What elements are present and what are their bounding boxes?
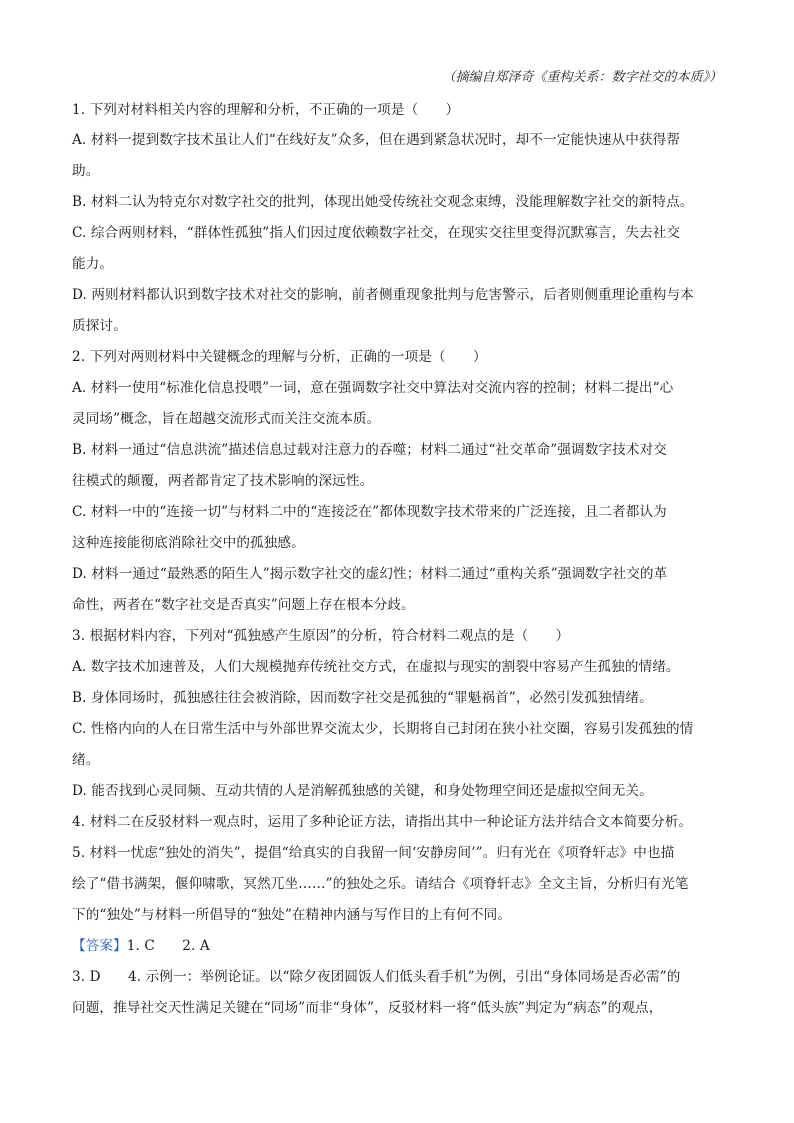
- q2-option-a-cont: 灵同场”概念，旨在超越交流形式而关注交流本质。: [72, 411, 381, 427]
- answer-line-3: 问题，推导社交天性满足关键在“同场”而非“身体”，反驳材料一将“低头族”判定为“病态”的观点，: [72, 1000, 663, 1016]
- question-3-stem: 3. 根据材料内容，下列对“孤独感产生原因”的分析，符合材料二观点的是（ ）: [72, 628, 570, 644]
- q2-option-d: D. 材料一通过“最熟悉的陌生人”揭示数字社交的虚幻性；材料二通过“重构关系”强调数字社交的革: [72, 566, 668, 582]
- q1-option-b: B. 材料二认为特克尔对数字社交的批判，体现出她受传统社交观念束缚，没能理解数字社交的新特点。: [72, 194, 694, 210]
- q2-option-a: A. 材料一使用“标准化信息投喂”一词，意在强调数字社交中算法对交流内容的控制；材料二提出“心: [72, 380, 674, 396]
- answer-line: [72, 937, 732, 955]
- q1-option-d-cont: 质探讨。: [72, 318, 127, 334]
- q1-option-d: D. 两则材料都认识到数字技术对社交的影响，前者侧重现象批判与危害警示，后者则侧重理论重构与本: [72, 287, 694, 303]
- q2-option-c-cont: 这种连接能彻底消除社交中的孤独感。: [72, 535, 305, 551]
- q1-option-c: C. 综合两则材料，“群体性孤独”指人们因过度依赖数字社交，在现实交往里变得沉默寡言，失去社交: [72, 225, 681, 241]
- q1-option-a-cont: 助。: [72, 163, 100, 179]
- question-1-stem: 1. 下列对材料相关内容的理解和分析，不正确的一项是（ ）: [72, 102, 460, 118]
- q3-option-a: A. 数字技术加速普及，人们大规模抛弃传统社交方式，在虚拟与现实的割裂中容易产生孤独的情绪。: [72, 659, 680, 675]
- question-2-stem: 2. 下列对两则材料中关键概念的理解与分析，正确的一项是（ ）: [72, 349, 487, 365]
- q1-option-a: A. 材料一提到数字技术虽让人们“在线好友”众多，但在遇到紧急状况时，却不一定能快速从中获得帮: [72, 132, 680, 148]
- q3-option-c: C. 性格内向的人在日常生活中与外部世界交流太少，长期将自己封闭在狭小社交圈，容易引发孤独的情: [72, 721, 694, 737]
- question-5: 5. 材料一忧虑“独处的消失”，提倡“给真实的自我留一间‘安静房间’”。归有光在《项脊轩志》中也描: [72, 845, 675, 861]
- answer-line-2: 3. D 4. 示例一：举例论证。以“除夕夜团圆饭人们低头看手机”为例，引出“身体同场是否必需”的: [72, 969, 681, 985]
- q2-option-b-cont: 往模式的颠覆，两者都肯定了技术影响的深远性。: [72, 473, 374, 489]
- q2-option-d-cont: 命性，两者在“数字社交是否真实”问题上存在根本分歧。: [72, 597, 415, 613]
- q3-option-b: B. 身体同场时，孤独感往往会被消除，因而数字社交是孤独的“罪魁祸首”，必然引发孤独情绪。: [72, 690, 653, 706]
- q3-option-d: D. 能否找到心灵同频、互动共情的人是消解孤独感的关键，和身处物理空间还是虚拟空间无关。: [72, 783, 653, 799]
- q2-option-b: B. 材料一通过“信息洪流”描述信息过载对注意力的吞噬；材料二通过“社交革命”强调数字技术对交: [72, 442, 667, 458]
- question-5-cont-1: 绘了“借书满架，偃仰啸歌，冥然兀坐……”的独处之乐。请结合《项脊轩志》全文主旨，分析归有光笔: [72, 876, 689, 892]
- answer-text: 1. C 2. A: [126, 938, 210, 954]
- q1-option-c-cont: 能力。: [72, 256, 114, 272]
- source-citation: （摘编自郑泽奇《重构关系：数字社交的本质》）: [442, 70, 722, 85]
- question-4: 4. 材料二在反驳材料一观点时，运用了多种论证方法，请指出其中一种论证方法并结合文本简要分析。: [72, 814, 693, 830]
- q2-option-c: C. 材料一中的“连接一切”与材料二中的“连接泛在”都体现数字技术带来的广泛连接，且二者都认为: [72, 504, 667, 520]
- question-5-cont-2: 下的“独处”与材料一所倡导的“独处”在精神内涵与写作目的上有何不同。: [72, 907, 512, 923]
- q3-option-c-cont: 绪。: [72, 752, 100, 768]
- answer-label: 【答案】: [72, 938, 127, 954]
